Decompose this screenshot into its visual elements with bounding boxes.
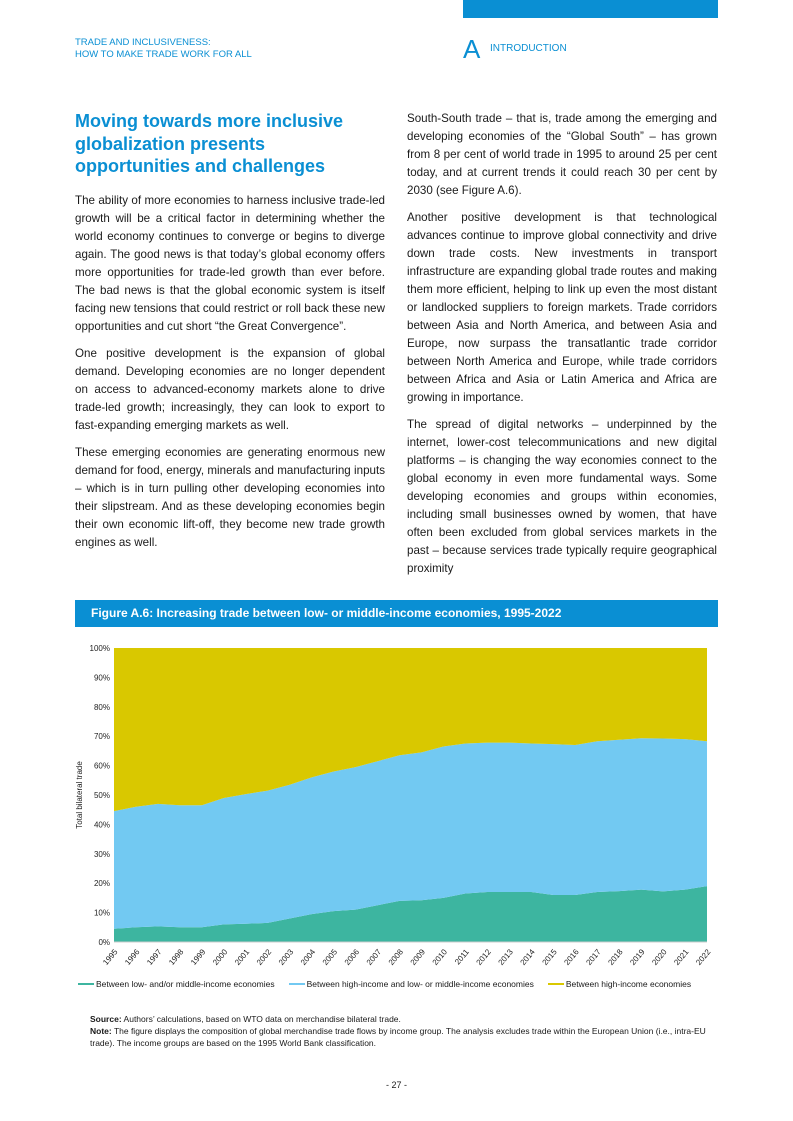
paragraph: South-South trade – that is, trade among the emerging and developing economies of the “Global South” – has grown from 8 per cent of world trade in 1995 to around 25 per cent today, and at current trends it could reach 30 per cent by 2030 (see Figure A.6). (407, 112, 717, 197)
x-tick-label: 1995 (101, 947, 120, 967)
running-header (75, 37, 252, 61)
stacked-area-chart (70, 635, 720, 975)
right-column (407, 110, 717, 587)
x-tick-label: 1998 (167, 947, 186, 967)
x-tick-label: 2010 (430, 947, 449, 967)
x-tick-label: 2003 (276, 947, 296, 967)
legend-swatch (289, 983, 305, 985)
y-tick-label: 80% (93, 702, 110, 712)
y-tick-label: 0% (98, 938, 110, 947)
x-tick-label: 2006 (342, 947, 362, 967)
header-bar (463, 0, 718, 18)
y-tick-label: 60% (93, 761, 110, 771)
header-line1: TRADE AND INCLUSIVENESS: (75, 37, 211, 48)
legend-swatch (78, 983, 94, 985)
y-tick-label: 30% (93, 849, 110, 859)
y-tick-label: 50% (93, 791, 110, 800)
legend-label: Between low- and/or middle-income economies (96, 979, 275, 989)
x-tick-label: 2008 (386, 947, 406, 967)
y-tick-label: 100% (89, 644, 110, 653)
x-tick-label: 2012 (474, 947, 493, 967)
chart-legend (78, 979, 705, 989)
x-tick-label: 1996 (123, 947, 142, 967)
x-tick-label: 2007 (364, 947, 384, 967)
x-tick-label: 2004 (298, 947, 318, 967)
section-heading: Moving towards more inclusive globalization presents opportunities and challenges (75, 111, 344, 176)
legend-item (289, 979, 534, 989)
x-tick-label: 2017 (584, 947, 603, 967)
x-tick-label: 2001 (232, 947, 252, 967)
x-tick-label: 1997 (145, 947, 164, 967)
x-tick-label: 2015 (540, 947, 559, 967)
source-text: Authors’ calculations, based on WTO data on merchandise bilateral trade. (121, 1014, 401, 1024)
legend-label: Between high-income economies (565, 979, 692, 989)
x-tick-label: 2020 (650, 947, 669, 967)
y-axis-label: Total bilateral trade (75, 761, 84, 829)
y-tick-label: 10% (93, 908, 110, 918)
paragraph: Another positive development is that technological advances continue to improve global connectivity and drive down trade costs. New investments in transport infrastructure are expanding global trade routes and making them more efficient, helping to link up even the most distant or landlocked suppliers to foreign markets. Trade corridors between Asia and North America, and between Asia and Europe, now surpass the transatlantic trade corridor between North America and Europe, while trade corridors between Africa and Asia or Latin America and Africa are growing in importance. (407, 211, 717, 404)
paragraph: One positive development is the expansion of global demand. Developing economies are no longer dependent on access to advanced-economy markets alone to drive trade-led growth; increasingly, they can look to export to fast-expanding emerging markets as well. (75, 346, 385, 432)
legend-swatch (548, 983, 564, 985)
y-tick-label: 20% (93, 879, 110, 889)
source-label: Source: (90, 1014, 122, 1024)
x-tick-label: 2009 (408, 947, 428, 967)
y-tick-label: 90% (93, 673, 110, 683)
paragraph: The ability of more economies to harness inclusive trade-led growth will be a critical factor in determining whether the world economy continues to converge or begins to diverge again. The good news is that today’s global economy offers more opportunities for trade-led growth than ever before. The bad news is that the global economic system is itself facing new tensions that could restrict or roll back these new opportunities and cut short “the Great Convergence”. (75, 193, 385, 333)
x-tick-label: 2013 (496, 947, 515, 967)
left-column (75, 110, 385, 561)
header-line2: HOW TO MAKE TRADE WORK FOR ALL (75, 49, 252, 60)
figure-notes (90, 1013, 710, 1049)
legend-item (78, 979, 275, 989)
note-label: Note: (90, 1026, 112, 1036)
x-tick-label: 1999 (189, 947, 208, 967)
x-tick-label: 2021 (672, 947, 691, 967)
note-text: The figure displays the composition of global merchandise trade flows by income group. The analysis excludes trade within the European Union (i.e., intra-EU trade). The income groups are based on the 1995 World Bank classification. (90, 1026, 706, 1048)
x-tick-label: 2000 (211, 947, 230, 967)
paragraph: The spread of digital networks – underpinned by the internet, lower-cost telecommunications and new digital platforms – is changing the way economies connect to the global economy in even more fundamental ways. Some developing economies and groups within economies, including small businesses owned by women, that have often been excluded from global services markets in the past – because services trade typically require geographical proximity (407, 418, 717, 575)
section-letter: A (463, 34, 481, 64)
section-title: INTRODUCTION (490, 43, 567, 54)
x-tick-label: 2018 (606, 947, 625, 967)
y-tick-label: 40% (93, 820, 110, 830)
legend-item (548, 979, 691, 989)
legend-label: Between high-income and low- or middle-income economies (306, 979, 534, 989)
x-tick-label: 2014 (518, 947, 537, 967)
x-tick-label: 2002 (254, 947, 274, 967)
x-tick-label: 2011 (452, 947, 471, 967)
x-tick-label: 2022 (694, 947, 713, 967)
paragraph: These emerging economies are generating enormous new demand for food, energy, minerals and manufacturing inputs – which is in turn pulling other developing economies into their slipstream. And as these developing economies begin their own economic lift-off, they become new trade growth engines as well. (75, 445, 385, 549)
y-tick-label: 70% (93, 732, 110, 742)
x-tick-label: 2019 (628, 947, 647, 967)
x-tick-label: 2005 (320, 947, 340, 967)
page-number: - 27 - (385, 1080, 407, 1090)
x-tick-label: 2016 (562, 947, 581, 967)
figure-title: Figure A.6: Increasing trade between low- or middle-income economies, 1995-2022 (75, 600, 718, 627)
